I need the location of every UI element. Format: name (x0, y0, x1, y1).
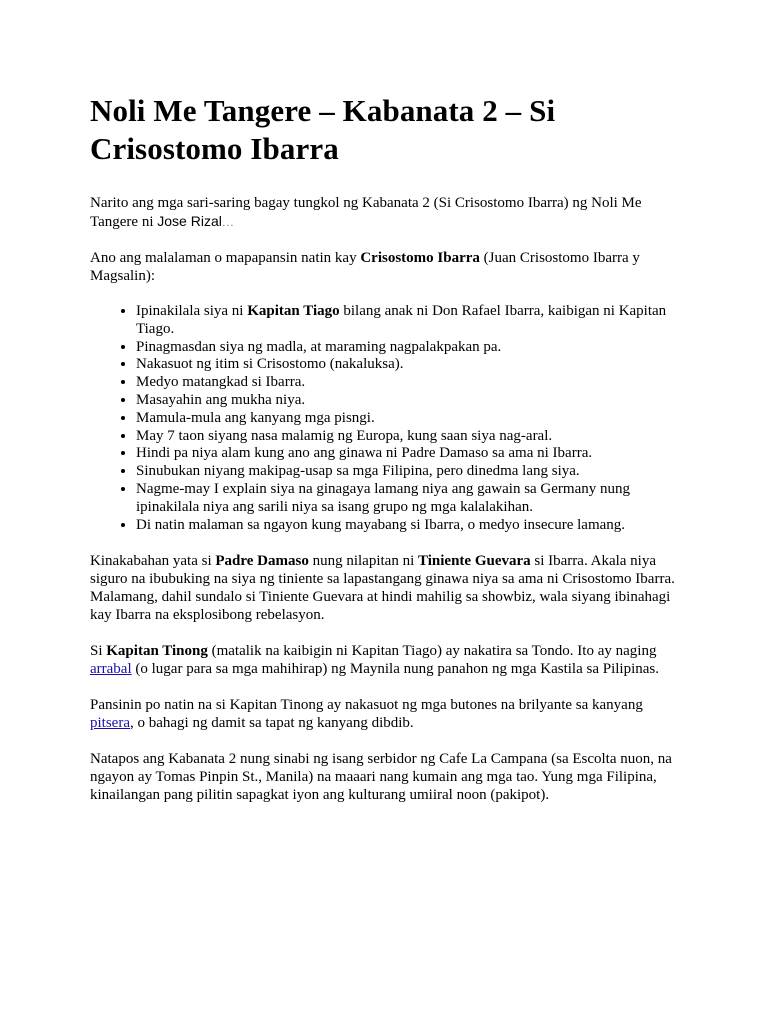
list-item: • Masayahin ang mukha niya. (136, 392, 690, 410)
list-item: • Di natin malaman sa ngayon kung mayabang si Ibarra, o medyo insecure lamang. (136, 517, 690, 535)
closing-paragraph: Natapos ang Kabanata 2 nung sinabi ng isang serbidor ng Cafe La Campana (sa Escolta nuon, na ngayon ay Tomas Pinpin St., Manila) na maaari nang kumain ang mga tao. Yung mga Filipina, kinailangan pang pilitin sapagkat iyon ang kulturang umiiral noon (pakipot). (90, 751, 672, 804)
arrabal-link[interactable]: arrabal (90, 661, 132, 678)
bold-name-guevara: Tiniente Guevara (418, 553, 531, 570)
facts-list (90, 303, 690, 534)
paragraph-text: (o lugar para sa mga mahihirap) ng Maynila nung panahon ng mga Kastila sa Pilipinas. (131, 661, 660, 678)
intro-ellipsis: … (221, 215, 234, 229)
intro-text: Narito ang mga sari-saring bagay tungkol ng Kabanata 2 (Si Crisostomo Ibarra) ng Noli Me Tangere ni (90, 195, 642, 230)
tinong-paragraph (90, 642, 690, 678)
list-item: • Hindi pa niya alam kung ano ang ginawa ni Padre Damaso sa ama ni Ibarra. (136, 445, 690, 463)
list-item: • Nagme-may I explain siya na ginagaya lamang niya ang gawain sa Germany nung ipinakilala niya ang sarili niya sa isang grupo ng mga kalalakihan. (136, 481, 690, 517)
bold-name-damaso: Padre Damaso (215, 553, 309, 570)
document-page (90, 92, 690, 822)
pitsera-link[interactable]: pitsera (90, 715, 130, 732)
question-before: Ano ang malalaman o mapapansin natin kay (90, 250, 361, 266)
article-title: Noli Me Tangere – Kabanata 2 – Si Crisostomo Ibarra (90, 93, 556, 166)
pitsera-paragraph (90, 696, 690, 732)
paragraph-text: nung nilapitan ni (308, 553, 418, 570)
list-item: • Medyo matangkad si Ibarra. (136, 374, 690, 392)
author-name: Jose Rizal (157, 213, 222, 229)
damaso-paragraph (90, 552, 690, 624)
paragraph-text: Kinakabahan yata si (90, 553, 216, 570)
question-paragraph (90, 249, 690, 285)
list-item-text: bilang anak ni Don Rafael Ibarra, kaibigan ni Kapitan Tiago. (136, 303, 667, 337)
paragraph-text: Si (90, 643, 107, 660)
list-item (136, 303, 690, 339)
list-item: • Pinagmasdan siya ng madla, at maraming nagpalakpakan pa. (136, 339, 690, 357)
list-item: • Mamula-mula ang kanyang mga pisngi. (136, 410, 690, 428)
question-after: (Juan Crisostomo Ibarra y Magsalin): (90, 250, 640, 284)
list-item: • Sinubukan niyang makipag-usap sa mga Filipina, pero dinedma lang siya. (136, 463, 690, 481)
list-item-text: Ipinakilala siya ni (136, 303, 248, 319)
list-item: • Nakasuot ng itim si Crisostomo (nakaluksa). (136, 356, 690, 374)
bold-name-tinong: Kapitan Tinong (106, 643, 208, 660)
list-item: • May 7 taon siyang nasa malamig ng Europa, kung saan siya nag-aral. (136, 428, 690, 446)
question-bold-name: Crisostomo Ibarra (360, 250, 480, 266)
paragraph-text: (matalik na kaibigin ni Kapitan Tiago) ay nakatira sa Tondo. Ito ay naging (207, 643, 657, 660)
paragraph-text: si Ibarra. Akala niya siguro na ibubuking na siya ng tiniente sa lapastangang ginawa niya sa ama ni Crisostomo Ibarra. Malamang, dahil sundalo si Tiniente Guevara at hindi mahilig sa showbiz, wala siyang ibinahagi kay Ibarra na eksplosibong rebelasyon. (90, 553, 675, 624)
list-item-bold: Kapitan Tiago (247, 303, 340, 319)
paragraph-text: , o bahagi ng damit sa tapat ng kanyang dibdib. (129, 715, 414, 732)
intro-paragraph (90, 194, 690, 231)
paragraph-text: Pansinin po natin na si Kapitan Tinong ay nakasuot ng mga butones na brilyante sa kanyang (90, 697, 643, 714)
